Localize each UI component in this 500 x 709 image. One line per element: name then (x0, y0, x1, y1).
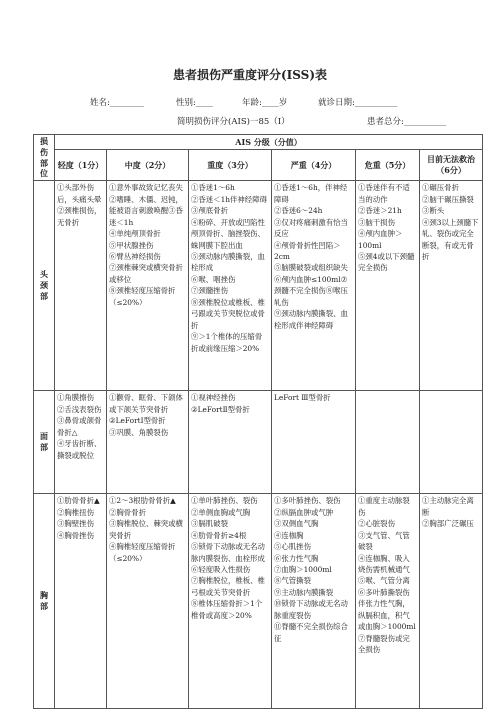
injury-item: ④连枷胸 (274, 530, 304, 540)
cell (189, 391, 272, 494)
injury-item: ⑤颈4或以下颈髓完全损伤 (358, 252, 415, 273)
injury-item: ④胸椎轻度压缩骨折（≤20%） (109, 542, 176, 563)
injury-item: ①意外事故致记忆丧失 (109, 183, 183, 193)
injury-item: ④胸骨挫伤 (57, 530, 94, 540)
injury-item: ①昏迷1～6h (191, 183, 235, 193)
injury-item: ②昏迷＜1h伴神经障碍 (191, 194, 267, 204)
age-field[interactable]: 年龄:____岁 (242, 98, 288, 108)
name-field[interactable]: 姓名:________ (90, 98, 144, 108)
cell (272, 494, 356, 709)
cell (420, 391, 483, 494)
injury-item: LeFort Ⅲ型骨折 (274, 393, 331, 403)
injury-item: ⑩锁骨下动脉或无名动脉重度裂伤 (274, 599, 348, 620)
injury-item: ⑨主动脉内膜撕裂 (274, 587, 334, 597)
col-header-serious: 重度（3分） (189, 150, 272, 181)
injury-item: ④连枷胸、吸入烧伤需机械通气 (358, 553, 410, 574)
injury-item: ②单侧血胸或气胸 (191, 507, 251, 517)
injury-item: ①多叶肺挫伤、裂伤 (274, 496, 341, 506)
injury-item: ③巩膜、角膜裂伤 (109, 427, 169, 437)
injury-item: ⑥多叶肺撕裂伤伴张力性气胸，纵膈积血，积气或血胸＞1000ml (358, 587, 416, 632)
injury-item: ④颈3以上颈髓下轧、裂伤或完全断裂，有或无骨折 (422, 217, 479, 261)
iss-table (33, 134, 483, 709)
sex-field[interactable]: 性别:____ (176, 98, 213, 108)
col-header-critical: 危重（5分） (356, 150, 420, 181)
injury-item: ③双侧血气胸 (274, 519, 319, 529)
ais-grade-header: AIS 分级（分值） (55, 135, 483, 150)
injury-site-header: 损伤部位 (34, 135, 55, 181)
injury-item: ③胸椎脱位、棘突或横突骨折 (109, 519, 183, 540)
injury-item: ③鼻骨或颌骨骨折△ (57, 416, 102, 437)
injury-item: ①主动脉完全离断 (422, 496, 474, 517)
injury-item: ⑤锁骨下动脉或无名动脉内膜裂伤、血栓形成 (191, 542, 265, 563)
injury-item: ②胸骨骨折 (109, 507, 146, 517)
cell (55, 391, 107, 494)
injury-item: ③支气管、气管破裂 (358, 530, 410, 552)
injury-item: ⑧气管撕裂 (274, 576, 311, 586)
injury-item: ⑧颈椎脱位或椎板、椎弓跟或关节突脱位或骨折 (191, 297, 265, 330)
cell (272, 181, 356, 391)
injury-item: ①碾压骨折 (422, 183, 459, 193)
total-score-field[interactable]: 患者总分:__________ (367, 117, 447, 127)
injury-item: ②昏迷6～24h (274, 206, 323, 216)
injury-item: ⑤喉、气管分离 (358, 576, 410, 586)
injury-item: ④粉碎、开放或凹陷性颅顶骨折、脑挫裂伤、蛛网膜下腔出血 (191, 217, 265, 250)
cell (272, 391, 356, 494)
injury-item: ⑤甲状腺挫伤 (109, 240, 154, 250)
injury-item: ①昏迷1～6h，伴神经障碍 (274, 183, 348, 204)
cell (107, 181, 189, 391)
injury-item: ④颅骨骨折性凹陷＞2cm (274, 240, 341, 261)
row-chest (34, 494, 483, 709)
injury-item: ⑧颈椎轻度压缩骨折（≤20%） (109, 286, 176, 307)
injury-item: ②LeFortⅠ型骨折 (109, 416, 166, 426)
row-face (34, 391, 483, 494)
cell (420, 494, 483, 709)
injury-item: ③断头 (422, 206, 445, 216)
injury-item: ②舌浅表裂伤 (57, 404, 102, 414)
injury-item: ①单叶肺挫伤、裂伤 (191, 496, 258, 506)
injury-item: ⑦颈椎棘突或横突骨折或移位 (109, 263, 183, 284)
cell (107, 391, 189, 494)
injury-item: ②嗜睡、木僵、迟钝，能被语言刺激唤醒③昏迷＜1h (109, 194, 183, 227)
cell (107, 494, 189, 709)
injury-item: ③胸壁挫伤 (57, 519, 94, 529)
injury-item: ②颈椎损伤，无骨折 (57, 206, 102, 227)
cell (356, 181, 420, 391)
injury-item: ②心脏裂伤 (358, 519, 395, 529)
injury-item: ⑤脑膜破裂或组织缺失 (274, 263, 348, 273)
cell (356, 494, 420, 709)
injury-item: ②脑干碾压撕裂 (422, 194, 474, 204)
injury-item: ③仅对疼痛刺激有恰当反应 (274, 217, 348, 239)
injury-item: ⑥臂丛神经损伤 (109, 252, 161, 261)
injury-item: ①颧骨、眶骨、下颌体或下颌关节突骨折 (109, 393, 183, 414)
cell (55, 181, 107, 391)
injury-item: ⑦脊髓裂伤或完全损伤 (358, 633, 410, 655)
injury-item: ②胸椎扭伤 (57, 507, 94, 517)
injury-item: ④牙齿折断、撕裂或脱位 (57, 439, 102, 460)
injury-item: ⑥颅内血肿≤100ml⑦颈髓不完全损伤⑧喉压轧伤 (274, 274, 348, 307)
injury-item: ①肋骨骨折▲ (57, 496, 100, 506)
injury-item: ⑤颈动脉内膜撕裂，血栓形成 (191, 252, 265, 273)
injury-item: ①头部外伤后，头痛头晕 (57, 183, 102, 204)
injury-item: ⑦血胸＞1000ml (274, 565, 332, 574)
injury-item: ⑪脊髓不完全损伤综合征 (274, 622, 348, 643)
row-head-neck (34, 181, 483, 391)
cell (356, 391, 420, 494)
injury-item: ②昏迷＞21h (358, 206, 402, 216)
part-label: 胸部 (34, 494, 55, 709)
col-header-moderate: 中度（2分） (107, 150, 189, 181)
col-header-unsurvivable: 目前无法救治（6分） (420, 150, 483, 181)
injury-item: ⑦颈髓挫伤 (191, 286, 228, 296)
cell (189, 181, 272, 391)
injury-item: ②纵膈血肿或气肿 (274, 507, 334, 517)
ais-subtitle: 简明损伤评分(AIS)一85（Ⅰ） (177, 117, 290, 127)
injury-item: ②LeFortⅡ型骨折 (191, 404, 250, 414)
injury-item: ①视神经挫伤 (191, 393, 236, 403)
injury-item: ④颅内血肿＞100ml (358, 229, 403, 250)
injury-item: ④单纯颅顶骨折 (109, 229, 161, 239)
injury-item: ①重度主动脉裂伤 (358, 496, 410, 517)
injury-item: ①2～3根肋骨骨折▲ (109, 496, 176, 506)
col-header-severe: 严重（4分） (272, 150, 356, 181)
injury-item: ①角膜擦伤 (57, 393, 94, 403)
injury-item: ⑦胸椎脱位，椎板、椎弓根或关节突骨折 (191, 576, 265, 597)
injury-item: ⑥张力性气胸 (274, 553, 319, 563)
injury-item: ②胸部广泛碾压 (422, 519, 474, 529)
cell (189, 494, 272, 709)
injury-item: ⑥轻度吸入性损伤 (191, 565, 251, 574)
visit-date-field[interactable]: 就诊日期:__________ (318, 98, 398, 108)
page-title: 患者损伤严重度评分(ISS)表 (172, 68, 328, 82)
injury-item: ⑤心肌挫伤 (274, 542, 311, 552)
part-label: 头颈部 (34, 181, 55, 391)
injury-item: ⑨＞1个椎体的压缩骨折或前缘压缩＞20% (191, 332, 263, 353)
injury-item: ③脑干损伤 (358, 217, 395, 227)
injury-item: ⑥喉、咽挫伤 (191, 274, 236, 284)
injury-item: ⑧椎体压缩骨折＞1个椎骨或高度＞20% (191, 599, 263, 620)
injury-item: ④肋骨骨折≥4根 (191, 530, 247, 540)
cell (420, 181, 483, 391)
injury-item: ①昏迷伴有不适当的动作 (358, 183, 410, 204)
part-label: 面部 (34, 391, 55, 494)
cell (55, 494, 107, 709)
injury-item: ③膈肌破裂 (191, 519, 228, 529)
injury-item: ③颅底骨折 (191, 206, 228, 216)
col-header-mild: 轻度（1分） (55, 150, 107, 181)
injury-item: ⑨颈动脉内膜撕裂、血栓形成伴神经障碍 (274, 309, 348, 330)
